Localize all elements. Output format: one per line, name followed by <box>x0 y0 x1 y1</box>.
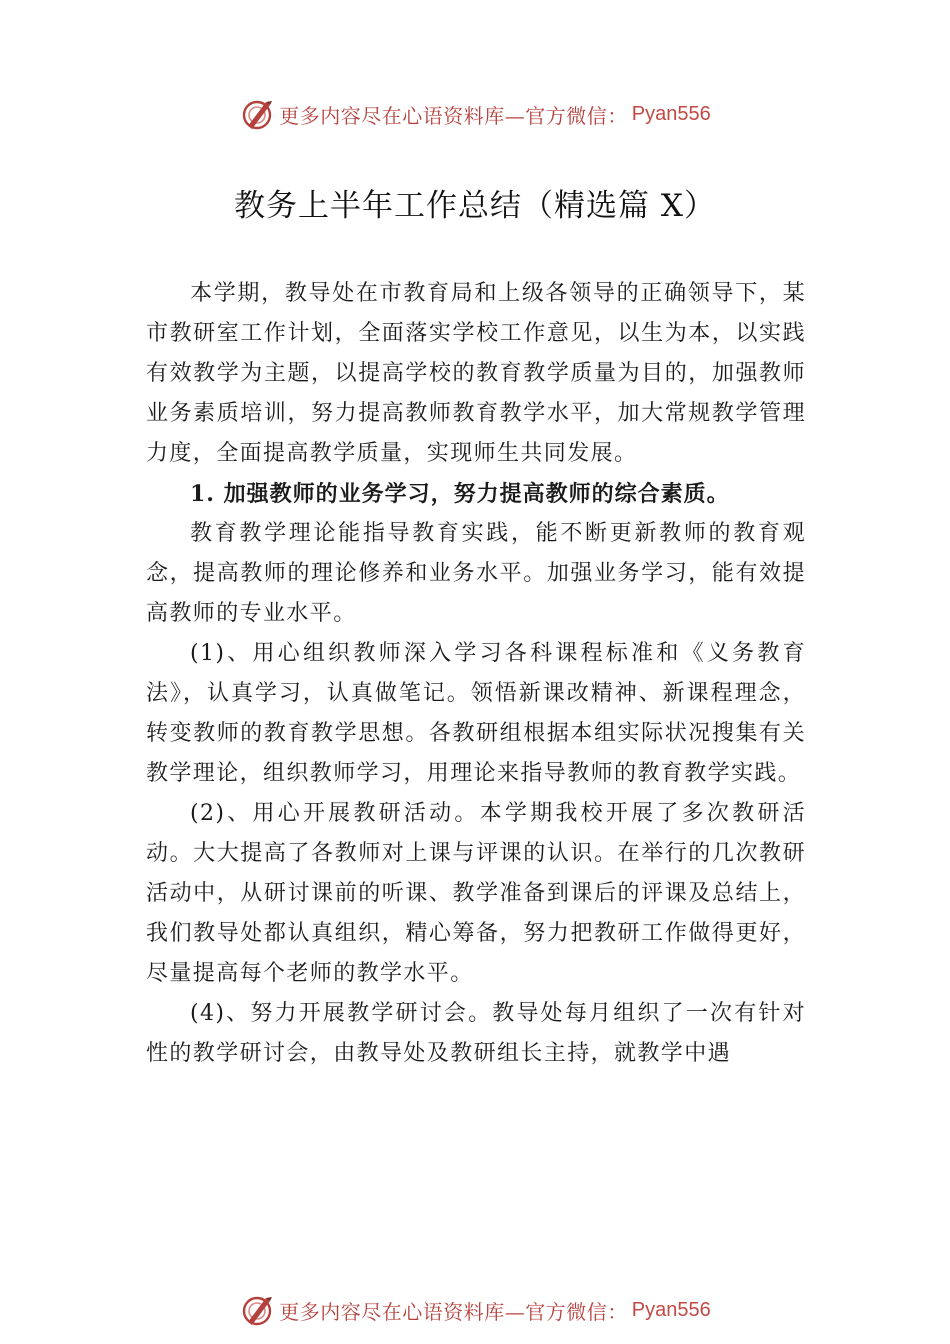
paragraph-item-2: (2)、用心开展教研活动。本学期我校开展了多次教研活动。大大提高了各教师对上课与评课的认识。在举行的几次教研活动中，从研讨课前的听课、教学准备到课后的评课及总结上，我们教导处都认真组织，精心筹备，努力把教研工作做得更好，尽量提高每个老师的教学水平。 <box>146 801 806 986</box>
paragraph-item-4: (4)、努力开展教学研讨会。教导处每月组织了一次有针对性的教学研讨会，由教导处及教研组长主持，就教学中遇 <box>146 1001 806 1066</box>
paragraph-intro: 本学期，教导处在市教育局和上级各领导的正确领导下，某市教研室工作计划，全面落实学校工作意见，以生为本，以实践有效教学为主题，以提高学校的教育教学质量为目的，加强教师业务素质培训，努力提高教师教育教学水平，加大常规教学管理力度，全面提高教学质量，实现师生共同发展。 <box>146 281 806 466</box>
header-banner <box>0 94 950 134</box>
banner-text: 更多内容尽在心语资料库—官方微信： <box>279 1299 628 1324</box>
header-banner-content <box>239 96 710 132</box>
footer-banner <box>0 1290 950 1330</box>
banner-text: 更多内容尽在心语资料库—官方微信： <box>279 103 628 128</box>
footer-banner-content <box>239 1292 710 1328</box>
document-body <box>146 274 806 1074</box>
banner-contact-id: Pyan556 <box>631 102 711 125</box>
paragraph-theory: 教育教学理论能指导教育实践，能不断更新教师的教育观念，提高教师的理论修养和业务水平。加强业务学习，能有效提高教师的专业水平。 <box>146 521 806 626</box>
pen-logo-icon <box>239 1292 275 1328</box>
banner-contact-id: Pyan556 <box>631 1298 711 1321</box>
pen-logo-icon <box>239 96 275 132</box>
section-heading: 1. 加强教师的业务学习，努力提高教师的综合素质。 <box>190 481 730 507</box>
document-title: 教务上半年工作总结（精选篇 X） <box>234 188 716 224</box>
paragraph-item-1: (1)、用心组织教师深入学习各科课程标准和《义务教育法》，认真学习，认真做笔记。领悟新课改精神、新课程理念，转变教师的教育教学思想。各教研组根据本组实际状况搜集有关教学理论，组织教师学习，用理论来指导教师的教育教学实践。 <box>146 641 806 786</box>
